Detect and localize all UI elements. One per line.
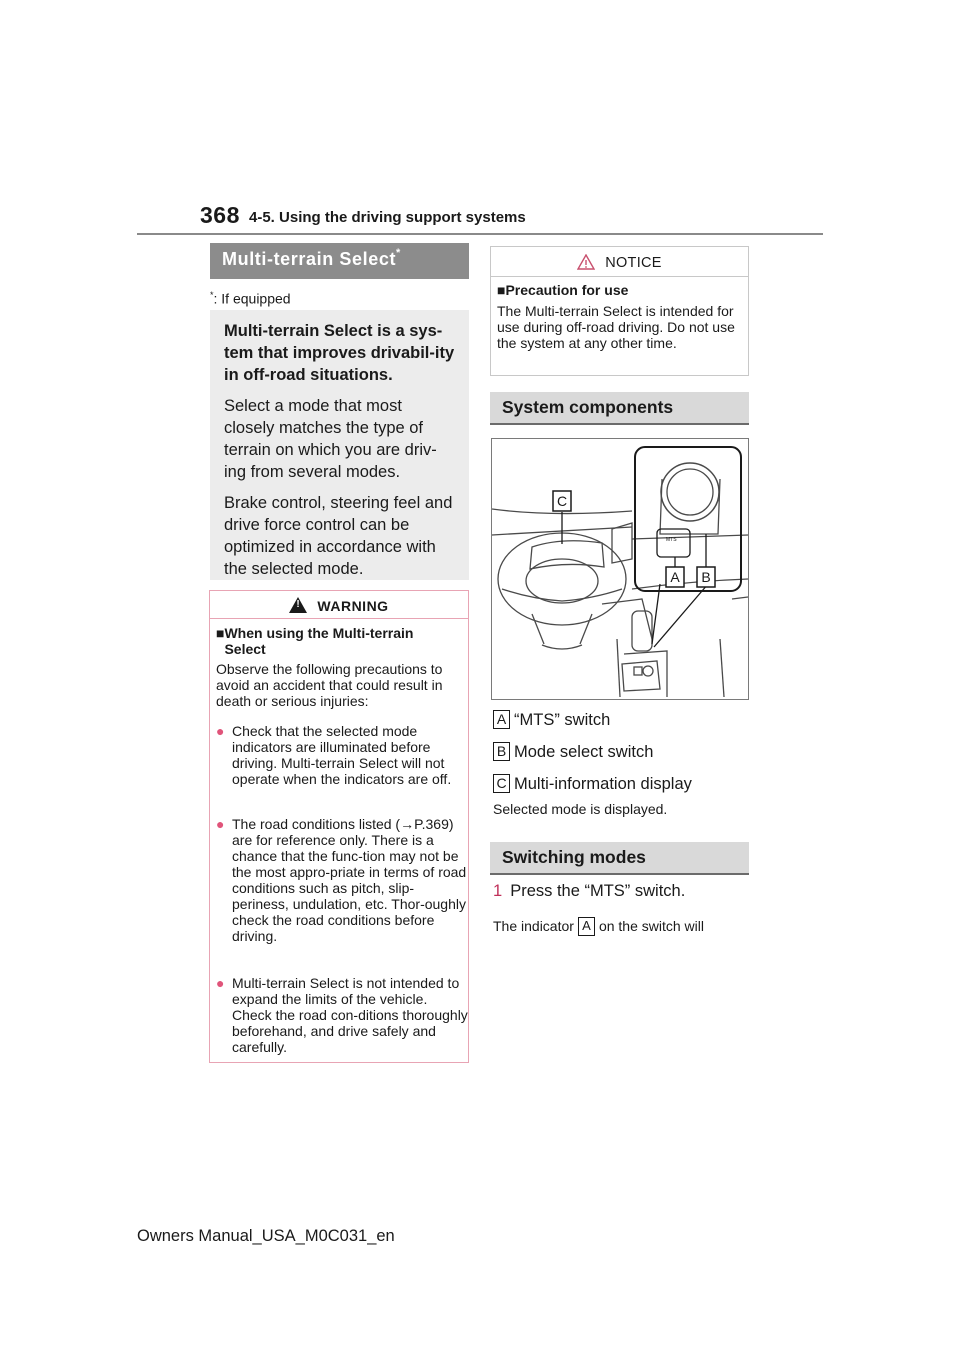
step-1-note (493, 917, 704, 936)
legend-text-b: Mode select switch (514, 743, 654, 761)
legend-label-c: C (493, 774, 510, 793)
notice-box (490, 246, 749, 376)
switching-modes-heading: Switching modes (490, 842, 749, 875)
legend-item-c (493, 774, 692, 794)
footnote-asterisk: * (210, 290, 214, 300)
legend-label-a: A (493, 710, 510, 729)
warning-subheading-marker: ■ (216, 625, 225, 641)
label-c: C (556, 493, 568, 509)
footnote (210, 290, 291, 307)
multi-terrain-heading-text: Multi-terrain Select (222, 249, 397, 269)
notice-subheading-text: Precaution for use (505, 282, 629, 298)
header-divider (137, 233, 823, 235)
page-number: 368 (200, 202, 240, 228)
step-number: 1 (493, 882, 503, 900)
warning-bullet-3-text: Multi-terrain Select is not intended to expand the limits of the vehicle. Check the road con-ditions thoroughly beforehand, and drive safely and carefully. (232, 975, 468, 1055)
footnote-text: : If equipped (213, 290, 291, 307)
section-title: 4-5. Using the driving support systems (249, 209, 526, 226)
warning-bullet-1-text: Check that the selected mode indicators are illuminated before driving. Multi-terrain Select will not operate when the indicators are off. (232, 723, 452, 787)
warning-subheading-text: When using the Multi-terrain Select (224, 625, 414, 657)
legend-text-c: Multi-information display (514, 775, 692, 793)
notice-subheading (497, 282, 628, 298)
bullet-dot-icon: ● (216, 816, 225, 832)
notice-text: The Multi-terrain Select is intended for use during off-road driving. Do not use the system at any other time. (497, 303, 735, 351)
step-note-before: The indicator (493, 918, 574, 934)
notice-title-text: NOTICE (605, 255, 662, 271)
system-components-heading: System components (490, 392, 749, 425)
bullet-dot-icon: ● (216, 975, 225, 991)
intro-paragraph-3: Brake control, steering feel and drive force control can be optimized in accordance with the selected mode. (224, 494, 453, 578)
warning-bullet-2 (216, 816, 468, 944)
intro-paragraph-2: Select a mode that most closely matches the type of terrain on which you are driv-ing from several modes. (224, 397, 437, 481)
legend-note: Selected mode is displayed. (493, 801, 668, 817)
label-a: A (670, 569, 680, 585)
legend-item-a (493, 710, 610, 730)
step-1 (493, 882, 685, 901)
footer-text: Owners Manual_USA_M0C031_en (137, 1227, 395, 1245)
legend-item-b (493, 742, 653, 762)
intro-lead: Multi-terrain Select is a sys-tem that improves drivabil-ity in off-road situations. (224, 322, 455, 384)
warning-title (210, 591, 468, 619)
warning-box (209, 590, 469, 1063)
dashboard-drawing (492, 439, 748, 699)
mts-switch-text: MTS (666, 537, 677, 543)
multi-terrain-heading (210, 243, 469, 279)
legend-text-a: “MTS” switch (514, 711, 611, 729)
step-1-text: Press the “MTS” switch. (510, 882, 686, 900)
notice-title (491, 247, 748, 277)
warning-bullet-2-text: The road conditions listed (→P.369) are for reference only. There is a chance that the func-tion may not be the most appro-priate in terms of road conditions such as pitch, slip-periness, undulation, etc. Thor-oughly check the road conditions before driving. (232, 816, 467, 944)
notice-subheading-marker: ■ (497, 282, 506, 298)
intro-box (210, 310, 469, 580)
heading-asterisk: * (396, 247, 401, 259)
bullet-dot-icon: ● (216, 723, 225, 739)
label-b: B (701, 569, 711, 585)
warning-bullet-1 (216, 723, 468, 787)
warning-triangle-icon (289, 597, 307, 613)
warning-intro: Observe the following precautions to avoid an accident that could result in death or serious injuries: (216, 661, 443, 709)
caution-triangle-icon (577, 254, 595, 270)
step-note-after: on the switch will (598, 918, 704, 934)
warning-subheading (216, 625, 454, 657)
legend-label-b: B (493, 742, 510, 761)
warning-bullet-3 (216, 975, 468, 1055)
dashboard-illustration (491, 438, 749, 700)
warning-title-text: WARNING (317, 598, 389, 614)
step-note-label: A (578, 917, 595, 936)
